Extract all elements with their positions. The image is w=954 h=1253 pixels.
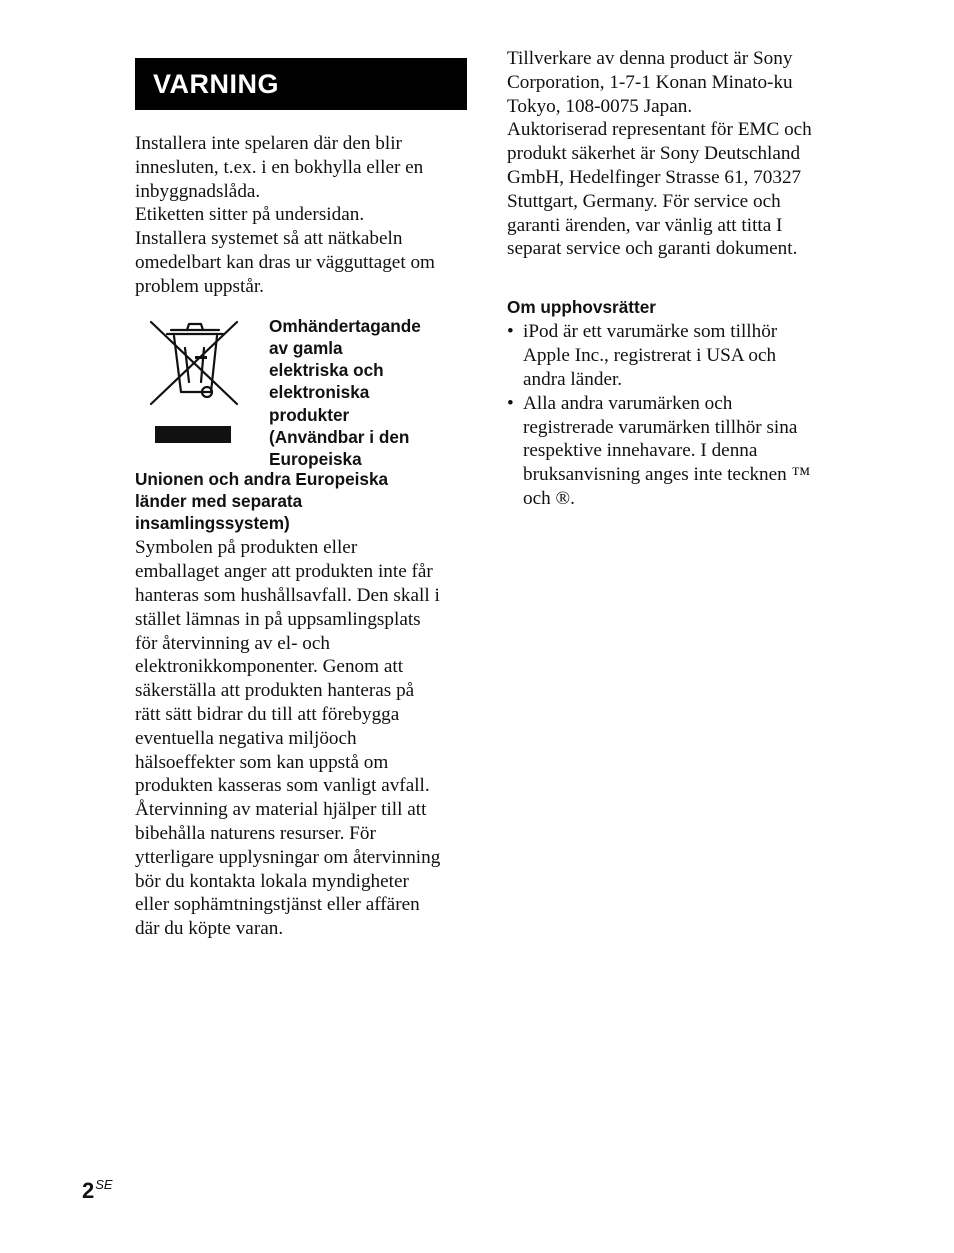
weee-body-line: där du köpte varan. bbox=[135, 918, 284, 940]
weee-section bbox=[135, 314, 467, 470]
weee-heading-line: länder med separata bbox=[135, 490, 303, 511]
bullet-line: bruksanvisning anges inte tecknen ™ bbox=[523, 464, 811, 486]
weee-body-line: bibehålla naturens resurser. För bbox=[135, 823, 376, 845]
weee-body-line: ytterligare upplysningar om återvinning bbox=[135, 846, 441, 868]
manufacturer-text bbox=[507, 47, 847, 261]
intro-line: problem uppstår. bbox=[135, 275, 264, 297]
intro-line: Installera inte spelaren där den blir bbox=[135, 133, 402, 154]
manufacturer-line: Corporation, 1-7-1 Konan Minato-ku bbox=[507, 71, 793, 93]
warning-title: VARNING bbox=[153, 68, 280, 99]
bullet-line: andra länder. bbox=[523, 369, 623, 391]
intro-line: omedelbart kan dras ur vägguttaget om bbox=[135, 251, 435, 273]
manufacturer-line: Auktoriserad representant för EMC och bbox=[507, 119, 812, 141]
bullet-icon: • bbox=[507, 392, 514, 414]
weee-body-line: Återvinning av material hjälper till att bbox=[135, 799, 427, 821]
weee-body-line: hälsoeffekter som kan uppstå om bbox=[135, 751, 389, 773]
right-column bbox=[507, 47, 847, 511]
weee-body-line: eventuella negativa miljöoch bbox=[135, 727, 357, 749]
bullet-line: iPod är ett varumärke som tillhör bbox=[523, 321, 778, 343]
intro-line: Installera systemet så att nätkabeln bbox=[135, 228, 403, 250]
weee-body-line: bör du kontakta lokala myndigheter bbox=[135, 870, 409, 892]
weee-body-line: produkten kasseras som vanligt avfall. bbox=[135, 775, 430, 797]
manufacturer-line: Tokyo, 108-0075 Japan. bbox=[507, 95, 693, 117]
weee-heading-continued bbox=[135, 468, 467, 535]
page-language-suffix: SE bbox=[95, 1177, 113, 1192]
intro-line: Etiketten sitter på undersidan. bbox=[135, 204, 365, 226]
bullet-line: registrerade varumärken tillhör sina bbox=[523, 416, 798, 438]
weee-heading-line: Unionen och andra Europeiska bbox=[135, 468, 389, 489]
weee-body-line: säkerställa att produkten hanteras på bbox=[135, 680, 415, 702]
weee-heading-line: (Användbar i den bbox=[269, 427, 410, 448]
left-column bbox=[135, 58, 467, 941]
crossed-out-wheelie-bin-icon bbox=[149, 314, 241, 444]
weee-heading-line: elektriska och bbox=[269, 360, 384, 381]
manufacturer-line: separat service och garanti dokument. bbox=[507, 238, 798, 260]
manufacturer-line: garanti ärenden, var vänlig att titta I bbox=[507, 214, 783, 236]
weee-body-line: för återvinning av el- och bbox=[135, 632, 330, 654]
weee-body-line: eller sophämtningstjänst eller affären bbox=[135, 894, 420, 916]
bullet-line: och ®. bbox=[523, 488, 575, 510]
warning-banner bbox=[135, 58, 467, 110]
weee-body-line: rätt sätt bidrar du till att förebygga bbox=[135, 704, 400, 726]
weee-body-line: elektronikkomponenter. Genom att bbox=[135, 656, 404, 678]
manufacturer-line: produkt säkerhet är Sony Deutschland bbox=[507, 143, 801, 165]
weee-heading-line: av gamla bbox=[269, 337, 343, 358]
weee-body-line: hanteras som hushållsavfall. Den skall i bbox=[135, 585, 440, 607]
weee-heading-line: elektroniska bbox=[269, 382, 370, 403]
warning-intro-text bbox=[135, 132, 467, 299]
weee-heading-line: Omhändertagande bbox=[269, 315, 421, 336]
bullet-line: respektive innehavare. I denna bbox=[523, 440, 758, 462]
bullet-line: Alla andra varumärken och bbox=[523, 392, 733, 414]
list-item bbox=[507, 392, 847, 511]
weee-heading-line: insamlingssystem) bbox=[135, 513, 290, 534]
weee-body-line: Symbolen på produkten eller bbox=[135, 537, 358, 559]
weee-body-text bbox=[135, 536, 467, 941]
bullet-icon: • bbox=[507, 321, 514, 343]
manufacturer-line: Tillverkare av denna product är Sony bbox=[507, 48, 793, 69]
manufacturer-line: GmbH, Hedelfinger Strasse 61, 70327 bbox=[507, 166, 802, 188]
weee-heading-line: produkter bbox=[269, 404, 350, 425]
weee-body-line: emballaget anger att produkten inte får bbox=[135, 561, 433, 583]
intro-line: innesluten, t.ex. i en bokhylla eller en bbox=[135, 156, 424, 178]
bullet-line: Apple Inc., registrerat i USA och bbox=[523, 345, 777, 367]
weee-body-line: stället lämnas in på uppsamlingsplats bbox=[135, 608, 421, 630]
page-number bbox=[82, 1177, 113, 1204]
copyright-heading: Om upphovsrätter bbox=[507, 297, 656, 318]
list-item bbox=[507, 320, 847, 391]
manufacturer-line: Stuttgart, Germany. För service och bbox=[507, 190, 781, 212]
intro-line: inbyggnadslåda. bbox=[135, 180, 261, 202]
copyright-list bbox=[507, 320, 847, 510]
page-number-value: 2 bbox=[82, 1178, 95, 1203]
weee-heading-line: Europeiska bbox=[269, 449, 362, 470]
weee-heading-side bbox=[269, 315, 421, 471]
